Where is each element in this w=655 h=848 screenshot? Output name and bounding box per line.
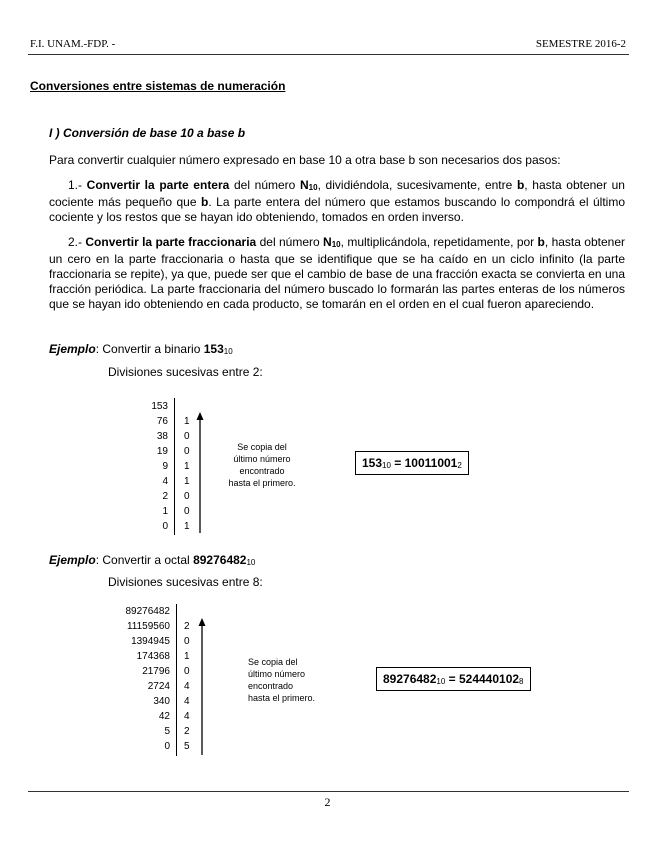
example1-up-arrow-icon [194,412,206,534]
example2-dividend-column [126,604,171,754]
header-rule [28,54,629,55]
step1-n: N [300,178,309,192]
example1-heading [49,342,233,356]
step2-text3: , hasta obtener un cero en la parte fraccionaria o hasta que se identifique que se ha caído en un ciclo infinito (la parte fraccionaria se repite), ya que, puede ser que el cambio de base de una fracción exacta se convierta en una fracción periódica. La parte fraccionaria del número buscado lo formarán las partes enteras de los números que se hayan ido obteniendo en cada producto, se tomarán en el orden en el cual fueron apareciendo. [49,235,626,311]
step2-text: del número [259,235,320,249]
example1-result-base2: 2 [457,461,462,470]
dividend-value: 153 [151,401,168,412]
remainder-value: 0 [184,506,190,517]
page-title: Conversiones entre sistemas de numeración [30,79,286,93]
example2-result-number: 89276482 [383,672,437,686]
step1-text4: . La parte entera del número que estamos buscando lo compondrá el último cociente y los restos que se hayan ido obteniendo, tomados en orden inverso. [49,195,625,224]
step2-n-sub: 10 [331,240,341,249]
example2-result-value: = 524440102 [445,672,520,686]
footer-rule [28,791,629,792]
dividend-value: 11159560 [126,621,170,632]
remainder-value: 1 [184,461,190,472]
dividend-value: 0 [164,741,170,752]
example1-text: : Convertir a binario [95,342,201,356]
section-heading: I ) Conversión de base 10 a base b [49,126,246,140]
dividend-value: 9 [162,461,168,472]
header-left: F.I. UNAM.-FDP. - [30,38,116,50]
dividend-value: 174368 [136,651,170,662]
note-line: último número [233,454,291,464]
step1-paragraph [49,178,625,225]
note-line: Se copia del [237,442,287,452]
step1-number: 1.- [68,178,83,192]
remainder-value: 4 [184,696,190,707]
dividend-value: 5 [164,726,170,737]
note-line: último número [248,669,306,679]
dividend-value: 76 [156,416,168,427]
example2-up-arrow-icon [196,618,208,756]
remainder-value: 2 [184,726,190,737]
remainder-value: 1 [184,476,190,487]
step2-number: 2.- [68,235,83,249]
step2-n: N [323,235,332,249]
example1-result-base: 10 [382,461,391,470]
page-number: 2 [324,795,331,809]
step1-text3: , hasta obtener un cociente más pequeño que [49,178,625,209]
example2-note [248,656,338,704]
example1-label: Ejemplo [49,342,96,356]
remainder-value: 1 [184,416,190,427]
dividend-value: 1 [162,506,168,517]
dividend-value: 2 [162,491,168,502]
example1-note [222,441,302,489]
example1-number: 153 [203,342,224,356]
dividend-value: 38 [156,431,168,442]
remainder-value: 4 [184,711,190,722]
step1-b1: b [516,178,525,192]
remainder-value: 2 [184,621,190,632]
example2-heading [49,553,255,567]
example2-number: 89276482 [193,553,247,567]
dividend-value: 21796 [142,666,170,677]
example1-result-box [355,451,469,475]
example1-remainder-column [184,414,190,534]
example1-result-value: = 10011001 [390,456,458,470]
remainder-value: 0 [184,431,190,442]
step2-text2: , multiplicándola, repetidamente, por [340,235,535,249]
step2-bold: Convertir la parte fraccionaria [85,235,257,249]
example2-base: 10 [246,558,256,567]
example1-dividend-column [151,399,168,534]
example2-text: : Convertir a octal [95,553,190,567]
note-line: Se copia del [248,657,298,667]
remainder-value: 0 [184,446,190,457]
example2-divider-line [176,604,177,756]
example1-base: 10 [223,347,233,356]
remainder-value: 0 [184,636,190,647]
dividend-value: 1394945 [131,636,170,647]
step1-n-sub: 10 [308,183,318,192]
note-line: hasta el primero. [228,478,296,488]
example2-result-base2: 8 [519,677,524,686]
remainder-value: 1 [184,521,190,532]
step2-b1: b [537,235,545,249]
dividend-value: 42 [158,711,170,722]
step2-paragraph [49,235,625,312]
dividend-value: 4 [162,476,168,487]
remainder-value: 4 [184,681,190,692]
example2-subtitle: Divisiones sucesivas entre 8: [108,575,263,589]
dividend-value: 89276482 [125,606,170,617]
example1-divider-line [174,398,175,535]
example1-subtitle: Divisiones sucesivas entre 2: [108,365,263,379]
remainder-value: 0 [184,666,190,677]
dividend-value: 19 [156,446,168,457]
note-line: encontrado [239,466,285,476]
remainder-value: 1 [184,651,190,662]
note-line: encontrado [248,681,294,691]
example2-label: Ejemplo [49,553,96,567]
dividend-value: 0 [162,521,168,532]
step1-text2: , dividiéndola, sucesivamente, entre [317,178,513,192]
example2-remainder-column [184,619,190,754]
header-right: SEMESTRE 2016-2 [535,38,626,50]
dividend-value: 340 [153,696,170,707]
step1-b2: b [201,195,209,209]
example2-result-base: 10 [436,677,446,686]
example2-result-box [376,667,531,691]
dividend-value: 2724 [147,681,170,692]
intro-paragraph: Para convertir cualquier número expresado en base 10 a otra base b son necesarios dos pasos: [49,153,561,167]
remainder-value: 0 [184,491,190,502]
remainder-value: 5 [184,741,190,752]
note-line: hasta el primero. [248,693,316,703]
example1-result-number: 153 [362,456,383,470]
step1-text: del número [233,178,296,192]
step1-bold: Convertir la parte entera [86,178,230,192]
